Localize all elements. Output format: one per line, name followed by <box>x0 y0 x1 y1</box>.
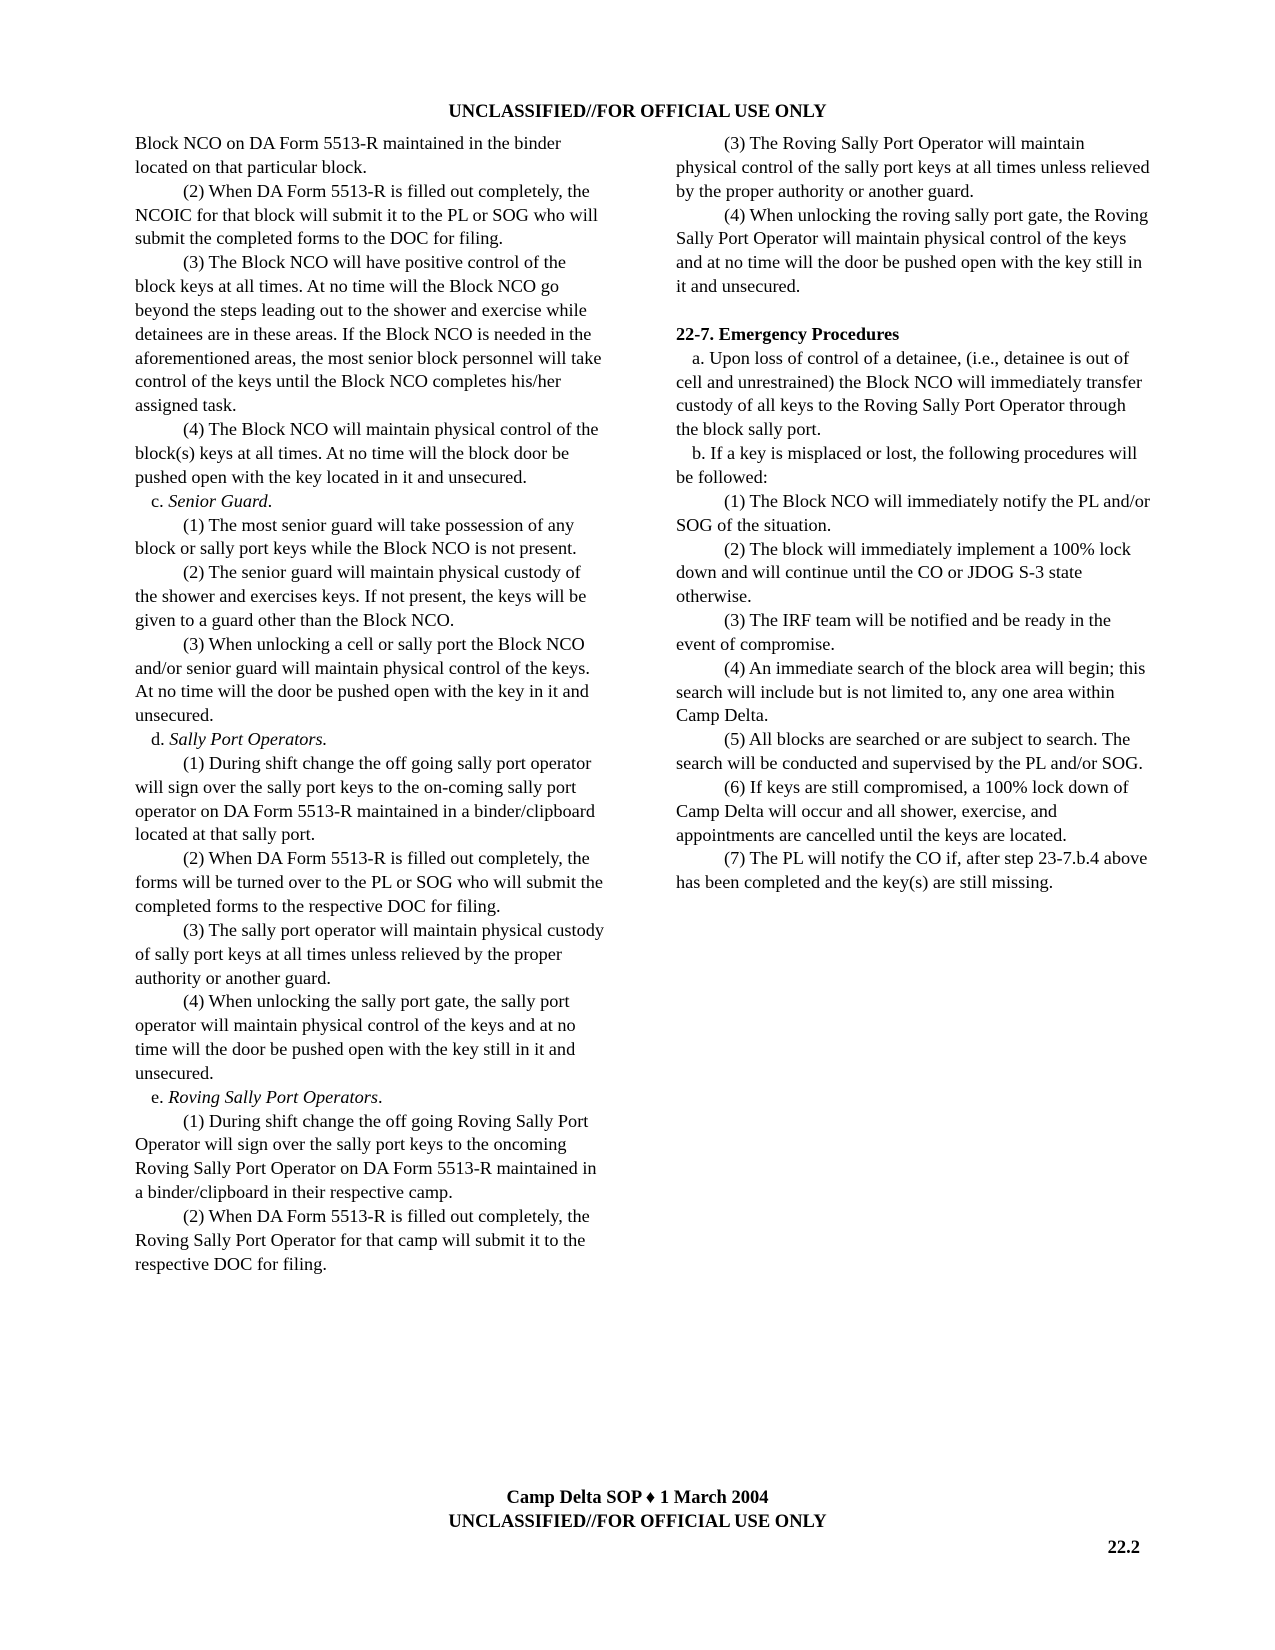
paragraph: (3) The Block NCO will have positive control of the block keys at all times. At no time will the Block NCO go beyond the steps leading out to the shower and exercise while detainees are in these areas. If the Block NCO is needed in the aforementioned areas, the most senior block personnel will take control of the keys until the Block NCO completes his/her assigned task. <box>135 252 602 416</box>
subsection-title: Senior Guard <box>168 490 268 511</box>
page-number: 22.2 <box>1107 1538 1140 1558</box>
paragraph: (3) The Roving Sally Port Operator will maintain physical control of the sally port keys at all times unless relieved by the proper authority or another guard. <box>676 133 1150 201</box>
footer-document-title: Camp Delta SOP ♦ 1 March 2004 <box>506 1488 769 1508</box>
paragraph: (3) The IRF team will be notified and be ready in the event of compromise. <box>676 610 1112 654</box>
paragraph: (4) The Block NCO will maintain physical control of the block(s) keys at all times. At no time will the block door be pushed open with the key located in it and unsecured. <box>135 419 599 487</box>
footer-classification: UNCLASSIFIED//FOR OFFICIAL USE ONLY <box>448 1512 827 1532</box>
paragraph: (2) The senior guard will maintain physical custody of the shower and exercises keys. If not present, the keys will be given to a guard other than the Block NCO. <box>135 562 587 630</box>
paragraph: (1) The most senior guard will take possession of any block or sally port keys while the Block NCO is not present. <box>135 514 577 559</box>
subsection-label: d. <box>151 729 165 750</box>
paragraph: a. Upon loss of control of a detainee, (i.e., detainee is out of cell and unrestrained) the Block NCO will immediately transfer custody of all keys to the Roving Sally Port Operator through the block sally port. <box>676 347 1143 440</box>
page-footer <box>0 1486 1275 1534</box>
right-column <box>676 132 1150 895</box>
subsection-heading-c: c. Senior Guard. <box>151 490 273 511</box>
paragraph: (3) The sally port operator will maintain physical custody of sally port keys at all times unless relieved by the proper authority or another guard. <box>135 919 605 988</box>
subsection-label: c. <box>151 490 164 511</box>
paragraph: (4) When unlocking the roving sally port gate, the Roving Sally Port Operator will maintain physical control of the keys and at no time will the door be pushed open with the key still in it and unsecured. <box>676 204 1149 297</box>
paragraph: (4) When unlocking the sally port gate, the sally port operator will maintain physical control of the keys and at no time will the door be pushed open with the key still in it and unsecured. <box>135 991 576 1083</box>
subsection-heading-e: e. Roving Sally Port Operators. <box>151 1086 383 1107</box>
paragraph: (5) All blocks are searched or are subject to search. The search will be conducted and supervised by the PL and/or SOG. <box>676 729 1143 774</box>
paragraph: (1) During shift change the off going sally port operator will sign over the sally port keys to the on-coming sally port operator on DA Form 5513-R maintained in a binder/clipboard located at that sally port. <box>135 752 595 845</box>
paragraph: b. If a key is misplaced or lost, the following procedures will be followed: <box>676 443 1138 487</box>
paragraph: (7) The PL will notify the CO if, after step 23-7.b.4 above has been completed and the key(s) are still missing. <box>676 848 1148 893</box>
subsection-heading-d <box>135 728 607 752</box>
paragraph: (6) If keys are still compromised, a 100% lock down of Camp Delta will occur and all shower, exercise, and appointments are cancelled until the keys are located. <box>676 776 1129 845</box>
paragraph: (2) When DA Form 5513-R is filled out completely, the forms will be turned over to the PL or SOG who will submit the completed forms to the respective DOC for filing. <box>135 848 603 916</box>
paragraph: (2) When DA Form 5513-R is filled out completely, the Roving Sally Port Operator for that camp will submit it to the respective DOC for filing. <box>135 1205 590 1274</box>
left-column <box>135 132 607 1277</box>
paragraph: (1) During shift change the off going Roving Sally Port Operator will sign over the sally port keys to the oncoming Roving Sally Port Operator on DA Form 5513-R maintained in a binder/clipboard in their respective camp. <box>135 1110 597 1203</box>
paragraph: (3) When unlocking a cell or sally port the Block NCO and/or senior guard will maintain physical control of the keys. At no time will the door be pushed open with the key in it and unsecured. <box>135 633 590 726</box>
paragraph: (2) The block will immediately implement a 100% lock down and will continue until the CO or JDOG S-3 state otherwise. <box>676 538 1131 607</box>
paragraph: (2) When DA Form 5513-R is filled out completely, the NCOIC for that block will submit it to the PL or SOG who will submit the completed forms to the DOC for filing. <box>135 180 598 249</box>
paragraph: Block NCO on DA Form 5513-R maintained in the binder located on that particular block. <box>135 133 562 177</box>
paragraph: (4) An immediate search of the block area will begin; this search will include but is not limited to, any one area within Camp Delta. <box>676 657 1146 726</box>
section-heading: 22-7. Emergency Procedures <box>676 323 900 344</box>
subsection-label: e. <box>151 1086 164 1107</box>
subsection-title: Roving Sally Port Operators <box>168 1086 378 1107</box>
paragraph: (1) The Block NCO will immediately notify the PL and/or SOG of the situation. <box>676 490 1150 535</box>
classification-header: UNCLASSIFIED//FOR OFFICIAL USE ONLY <box>448 102 827 122</box>
subsection-title: Sally Port Operators. <box>169 729 328 750</box>
